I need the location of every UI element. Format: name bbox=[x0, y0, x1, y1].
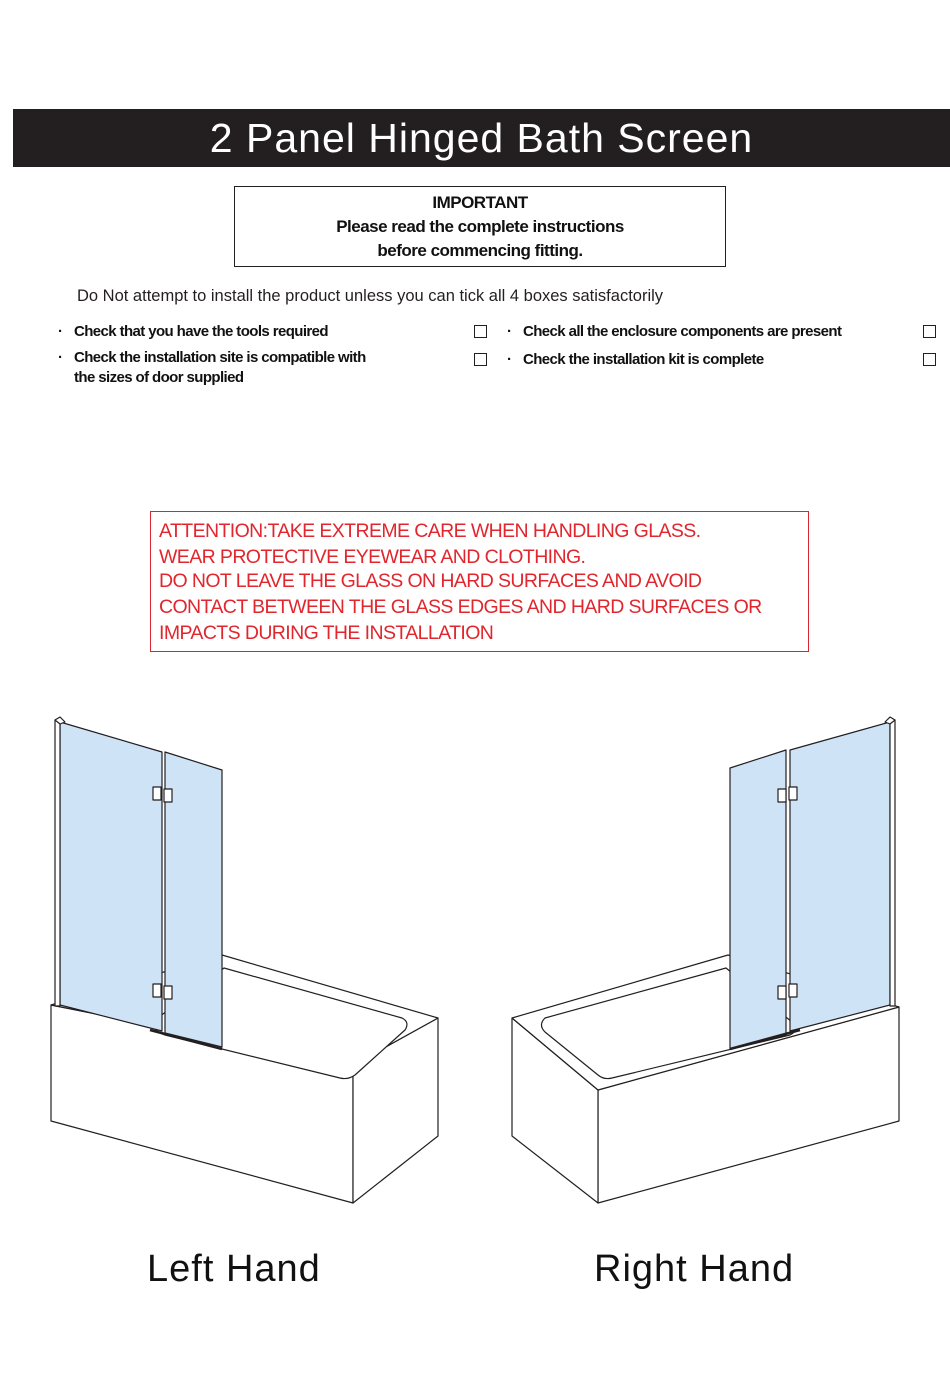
attention-line-4: CONTACT BETWEEN THE GLASS EDGES AND HARD SURFACES OR bbox=[159, 596, 762, 618]
checkbox-kit[interactable] bbox=[923, 353, 936, 366]
left-glass-door bbox=[165, 752, 222, 1047]
attention-line-2: WEAR PROTECTIVE EYEWEAR AND CLOTHING. bbox=[159, 546, 586, 568]
left-hinge-bottom bbox=[153, 984, 161, 997]
left-hinge-top bbox=[153, 787, 161, 800]
check-item-label: Check the installation kit is complete bbox=[523, 351, 764, 368]
left-wall-profile bbox=[55, 720, 60, 1006]
check-item-label: Check all the enclosure components are present bbox=[523, 323, 842, 340]
right-hinge-bottom bbox=[778, 986, 786, 999]
check-item-kit bbox=[507, 350, 764, 370]
right-glass-fixed bbox=[790, 722, 890, 1031]
page-title: 2 Panel Hinged Bath Screen bbox=[209, 115, 754, 161]
bullet: · bbox=[58, 323, 63, 340]
check-item-label-cont: the sizes of door supplied bbox=[74, 369, 244, 386]
important-heading: IMPORTANT bbox=[432, 193, 528, 212]
checkbox-tools[interactable] bbox=[474, 325, 487, 338]
checkbox-components[interactable] bbox=[923, 325, 936, 338]
intro-text: Do Not attempt to install the product unless you can tick all 4 boxes satisfactorily bbox=[77, 287, 664, 305]
right-hinge-top bbox=[778, 789, 786, 802]
right-hand-label: Right Hand bbox=[594, 1248, 795, 1290]
check-item-tools bbox=[58, 322, 328, 342]
left-hand-label: Left Hand bbox=[147, 1248, 321, 1290]
right-hand-diagram bbox=[512, 717, 899, 1203]
bullet: · bbox=[58, 349, 63, 366]
bullet: · bbox=[507, 323, 512, 340]
left-glass-fixed bbox=[60, 722, 162, 1031]
important-notice bbox=[234, 186, 726, 267]
check-item-components bbox=[507, 322, 841, 342]
checkbox-site[interactable] bbox=[474, 353, 487, 366]
check-item-site bbox=[58, 348, 366, 388]
bath-screen-diagrams bbox=[0, 700, 950, 1230]
check-item-label: Check the installation site is compatible with bbox=[74, 349, 366, 366]
bullet: · bbox=[507, 351, 512, 368]
attention-line-5: IMPACTS DURING THE INSTALLATION bbox=[159, 622, 494, 644]
important-line-2: before commencing fitting. bbox=[377, 241, 583, 260]
left-hand-diagram bbox=[51, 717, 438, 1203]
check-item-label: Check that you have the tools required bbox=[74, 323, 328, 340]
title-bar bbox=[13, 109, 950, 167]
attention-warning bbox=[150, 511, 809, 652]
attention-line-1: ATTENTION:TAKE EXTREME CARE WHEN HANDLING GLASS. bbox=[159, 520, 701, 542]
important-line-1: Please read the complete instructions bbox=[336, 217, 624, 236]
attention-line-3: DO NOT LEAVE THE GLASS ON HARD SURFACES AND AVOID bbox=[159, 570, 702, 592]
right-wall-profile bbox=[890, 720, 895, 1006]
